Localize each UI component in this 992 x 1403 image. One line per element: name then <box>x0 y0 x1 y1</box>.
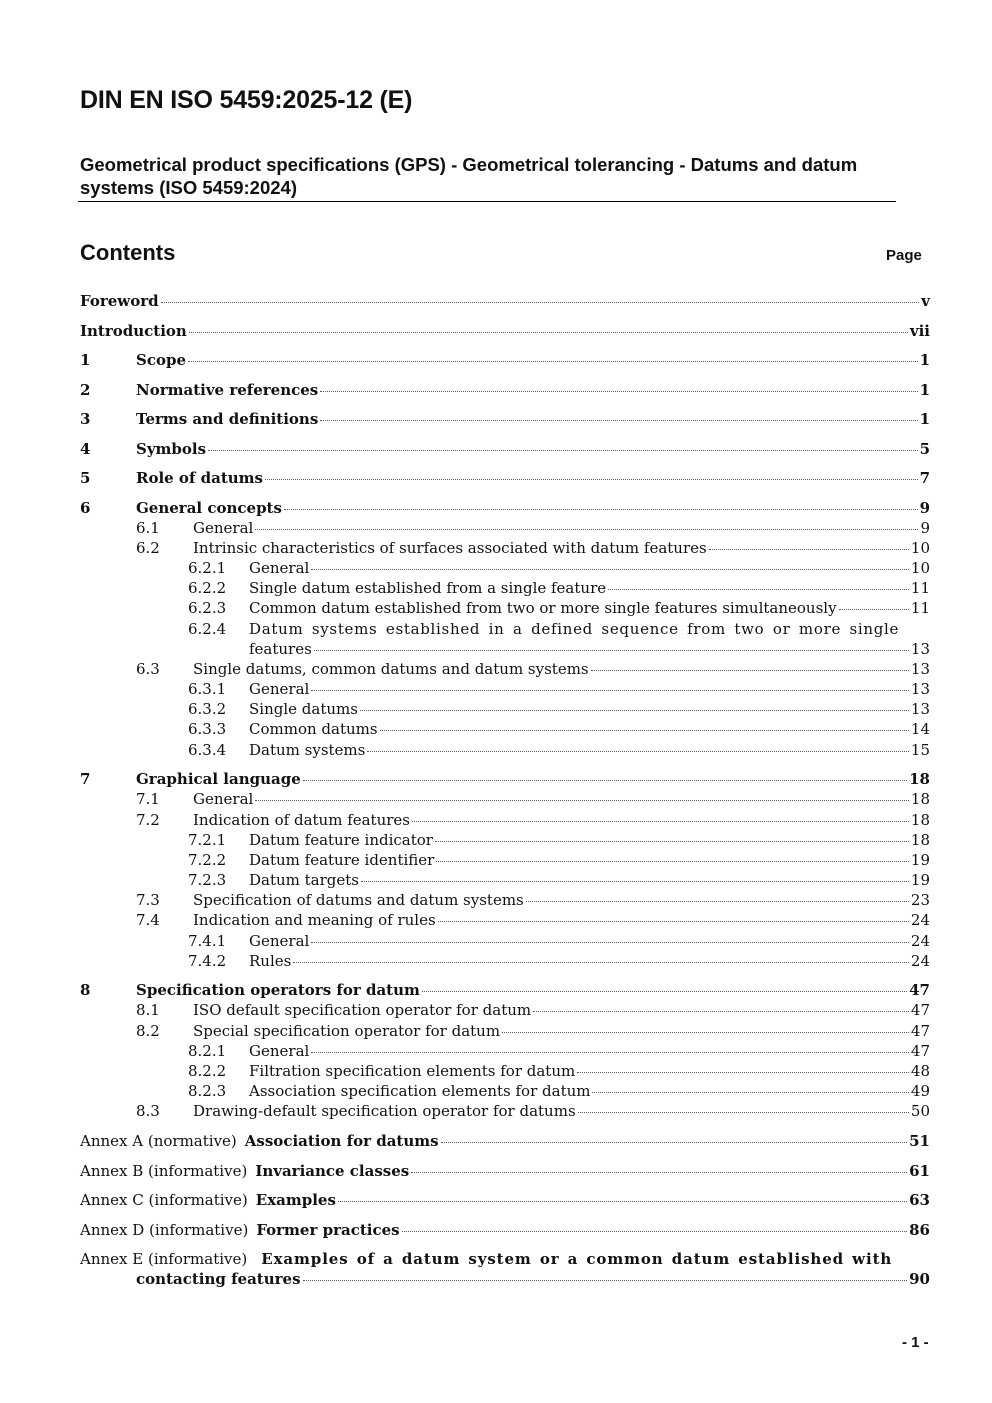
dot-leader <box>265 479 918 480</box>
toc-entry-label: Single datums, common datums and datum systems <box>193 660 589 678</box>
toc-entry-label: Specification operators for datum <box>136 981 420 999</box>
toc-entry-page: 1 <box>919 410 930 428</box>
dot-leader <box>577 1072 909 1073</box>
toc-entry-number: 6.3 <box>136 660 160 678</box>
toc-entry-page: vii <box>909 322 930 340</box>
toc-entry-page: 13 <box>910 700 930 718</box>
dot-leader <box>592 1092 908 1093</box>
toc-entry-label: Common datum established from two or more single features simultaneously <box>249 599 837 617</box>
toc-entry-number: 2 <box>80 381 91 399</box>
dot-leader <box>709 549 909 550</box>
dot-leader <box>411 1172 907 1173</box>
toc-subclause-entry[interactable] <box>80 700 930 720</box>
toc-clause-entry[interactable] <box>80 351 930 371</box>
toc-entry-label: Indication and meaning of rules <box>193 911 436 929</box>
dot-leader <box>435 841 909 842</box>
toc-entry-number: 5 <box>80 469 91 487</box>
toc-entry-number: 8.2.1 <box>188 1042 227 1060</box>
toc-subclause-entry[interactable] <box>80 871 930 891</box>
dot-leader <box>161 302 920 303</box>
toc-entry-page: 1 <box>919 351 930 369</box>
toc-subclause-entry[interactable] <box>80 1001 930 1021</box>
toc-entry-page: 24 <box>910 932 930 950</box>
toc-entry-label: Special specification operator for datum <box>193 1022 501 1040</box>
toc-entry-number: 4 <box>80 440 91 458</box>
toc-annex-entry[interactable] <box>80 1162 930 1182</box>
toc-entry-page: 23 <box>910 891 930 909</box>
toc-subclause-entry[interactable] <box>80 831 930 851</box>
dot-leader <box>526 901 909 902</box>
toc-entry-label: Role of datums <box>136 469 263 487</box>
toc-entry-label: Association for datums <box>244 1132 439 1150</box>
toc-entry-label: Indication of datum features <box>193 811 410 829</box>
toc-entry-label: Rules <box>249 952 292 970</box>
dot-leader <box>311 569 909 570</box>
toc-subclause-entry[interactable] <box>80 559 930 579</box>
dot-leader <box>314 650 909 651</box>
toc-entry-number: 8.2 <box>136 1022 160 1040</box>
toc-entry-label: General concepts <box>136 499 282 517</box>
toc-entry-label: Datum feature identifier <box>249 851 435 869</box>
toc-entry-label: Intrinsic characteristics of surfaces associated with datum features <box>193 539 707 557</box>
toc-entry-label: Datum feature indicator <box>249 831 433 849</box>
toc-subclause-entry[interactable] <box>80 932 930 952</box>
toc-subclause-entry[interactable] <box>80 851 930 871</box>
toc-entry-label-continued: features <box>249 640 312 658</box>
dot-leader <box>422 991 907 992</box>
toc-entry-number: 6.1 <box>136 519 160 537</box>
toc-entry-label: Association specification elements for datum <box>249 1082 591 1100</box>
toc-clause-entry[interactable] <box>80 499 930 519</box>
dot-leader <box>533 1011 909 1012</box>
toc-entry-page: 11 <box>910 579 930 597</box>
toc-entry-page: 47 <box>909 981 930 999</box>
toc-entry-label: Examples <box>255 1191 336 1209</box>
dot-leader <box>578 1112 909 1113</box>
title-rule <box>78 201 896 202</box>
toc-clause-entry[interactable] <box>80 981 930 1001</box>
toc-entry-page: 49 <box>910 1082 930 1100</box>
toc-entry-label: Single datum established from a single feature <box>249 579 607 597</box>
dot-leader <box>361 881 909 882</box>
toc-entry-label: Introduction <box>80 322 187 340</box>
toc-entry-page: 51 <box>909 1132 930 1150</box>
toc-subclause-entry[interactable] <box>80 579 930 599</box>
toc-subclause-entry[interactable] <box>80 680 930 700</box>
toc-entry-label: Drawing-default specification operator for datums <box>193 1102 576 1120</box>
toc-entry-page: 48 <box>910 1062 930 1080</box>
toc-clause-entry[interactable] <box>80 440 930 460</box>
toc-clause-entry[interactable] <box>80 292 930 312</box>
toc-entry-page: 47 <box>910 1042 930 1060</box>
toc-entry-page: 13 <box>910 680 930 698</box>
dot-leader <box>188 361 918 362</box>
dot-leader <box>441 1142 908 1143</box>
toc-entry-number: 7.2.3 <box>188 871 227 889</box>
toc-annex-entry[interactable] <box>80 1191 930 1211</box>
toc-entry-label: Datum targets <box>249 871 359 889</box>
toc-subclause-entry[interactable] <box>80 599 930 619</box>
toc-entry-number: 6.3.4 <box>188 741 227 759</box>
dot-leader <box>502 1032 909 1033</box>
dot-leader <box>189 332 908 333</box>
dot-leader <box>608 589 909 590</box>
toc-subclause-entry[interactable] <box>80 1062 930 1082</box>
toc-entry-number: 7.2.1 <box>188 831 227 849</box>
toc-entry-label: Symbols <box>136 440 207 458</box>
dot-leader <box>380 730 909 731</box>
dot-leader <box>320 391 917 392</box>
toc-entry-number: 6.2.3 <box>188 599 227 617</box>
toc-annex-prefix: Annex C (informative) <box>80 1191 248 1209</box>
toc-subclause-entry[interactable] <box>80 811 930 831</box>
toc-entry-page: 47 <box>910 1001 930 1019</box>
toc-clause-entry[interactable] <box>80 410 930 430</box>
document-title: DIN EN ISO 5459:2025-12 (E) <box>80 86 413 114</box>
toc-clause-entry[interactable] <box>80 469 930 489</box>
toc-entry-page: 19 <box>910 851 930 869</box>
dot-leader <box>293 962 909 963</box>
toc-entry-label: General <box>249 932 310 950</box>
toc-entry-page: 18 <box>909 770 930 788</box>
toc-entry-page: 90 <box>909 1270 930 1288</box>
toc-subclause-entry[interactable] <box>80 952 930 972</box>
toc-entry-page: 18 <box>910 790 930 808</box>
toc-entry-page: 15 <box>910 741 930 759</box>
dot-leader <box>255 800 909 801</box>
dot-leader <box>320 420 917 421</box>
toc-entry-page: 7 <box>919 469 930 487</box>
toc-entry-label: Single datums <box>249 700 358 718</box>
toc-clause-entry[interactable] <box>80 770 930 790</box>
toc-entry-page: 9 <box>920 519 930 537</box>
toc-clause-entry[interactable] <box>80 322 930 342</box>
toc-annex-prefix: Annex B (informative) <box>80 1162 248 1180</box>
document-subtitle: Geometrical product specifications (GPS) - Geometrical tolerancing - Datums and datum systems (ISO 5459:2024) <box>80 154 858 198</box>
toc-subclause-entry[interactable] <box>80 1042 930 1062</box>
dot-leader <box>284 509 918 510</box>
toc-entry-page: 13 <box>910 660 930 678</box>
toc-entry-label: Examples of a datum system or a common datum established with <box>261 1250 893 1268</box>
page-column-heading: Page <box>886 247 922 264</box>
toc-entry-page: 61 <box>909 1162 930 1180</box>
toc-entry-number: 6.3.3 <box>188 720 227 738</box>
contents-heading: Contents <box>80 240 176 265</box>
dot-leader <box>338 1201 907 1202</box>
toc-entry-number: 6.2.1 <box>188 559 227 577</box>
dot-leader <box>311 1052 909 1053</box>
dot-leader <box>255 529 918 530</box>
toc-entry-page: 50 <box>910 1102 930 1120</box>
dot-leader <box>367 751 909 752</box>
toc-subclause-entry[interactable] <box>80 1082 930 1102</box>
toc-entry-label: Foreword <box>80 292 159 310</box>
toc-entry-number: 8.2.3 <box>188 1082 227 1100</box>
toc-entry-label: Common datums <box>249 720 378 738</box>
dot-leader <box>311 690 909 691</box>
toc-entry-label: Scope <box>136 351 187 369</box>
toc-entry-page: 10 <box>910 539 930 557</box>
toc-entry-label: General <box>249 1042 310 1060</box>
toc-annex-prefix: Annex E (informative) <box>80 1250 248 1268</box>
toc-entry-page: 5 <box>919 440 930 458</box>
toc-entry-number: 7.2.2 <box>188 851 227 869</box>
dot-leader <box>839 609 909 610</box>
dot-leader <box>311 942 909 943</box>
toc-entry-number: 7.4.2 <box>188 952 227 970</box>
toc-entry-label: General <box>249 559 310 577</box>
toc-entry-page: 18 <box>910 811 930 829</box>
toc-entry-number: 1 <box>80 351 91 369</box>
toc-entry-page: 18 <box>910 831 930 849</box>
toc-entry-page: 13 <box>910 640 930 658</box>
dot-leader <box>303 1280 908 1281</box>
dot-leader <box>438 921 909 922</box>
toc-entry-label: Graphical language <box>136 770 301 788</box>
toc-subclause-entry[interactable] <box>80 1022 930 1042</box>
toc-clause-entry[interactable] <box>80 381 930 401</box>
toc-subclause-entry[interactable] <box>80 891 930 911</box>
toc-subclause-entry[interactable] <box>80 519 930 539</box>
dot-leader <box>591 670 909 671</box>
toc-entry-number: 6 <box>80 499 91 517</box>
toc-subclause-entry[interactable] <box>80 1102 930 1122</box>
toc-entry-label: ISO default specification operator for datum <box>193 1001 532 1019</box>
toc-entry-number: 8.3 <box>136 1102 160 1120</box>
toc-entry-number: 7.2 <box>136 811 160 829</box>
toc-entry-number: 3 <box>80 410 91 428</box>
dot-leader <box>402 1231 908 1232</box>
toc-entry-label: Filtration specification elements for datum <box>249 1062 576 1080</box>
toc-entry-page: 24 <box>910 952 930 970</box>
page-number: - 1 - <box>902 1334 929 1351</box>
toc-entry-label: Invariance classes <box>255 1162 410 1180</box>
toc-entry-page: 9 <box>919 499 930 517</box>
toc-entry-page: 10 <box>910 559 930 577</box>
toc-entry-page: 63 <box>909 1191 930 1209</box>
toc-annex-entry[interactable] <box>80 1132 930 1152</box>
toc-entry-page: 24 <box>910 911 930 929</box>
toc-subclause-entry[interactable] <box>80 911 930 931</box>
dot-leader <box>436 861 909 862</box>
toc-annex-entry[interactable] <box>80 1221 930 1241</box>
toc-annex-prefix: Annex D (informative) <box>80 1221 249 1239</box>
dot-leader <box>360 710 909 711</box>
toc-entry-number: 7.1 <box>136 790 160 808</box>
toc-entry-number: 7.4 <box>136 911 160 929</box>
toc-subclause-entry[interactable] <box>80 720 930 740</box>
toc-entry-label: Former practices <box>256 1221 400 1239</box>
toc-entry-number: 6.3.2 <box>188 700 227 718</box>
toc-entry-label: General <box>193 790 254 808</box>
toc-entry-label: Specification of datums and datum systems <box>193 891 524 909</box>
toc-entry-number: 6.2 <box>136 539 160 557</box>
toc-subclause-entry[interactable] <box>80 620 930 660</box>
toc-entry-page: 11 <box>910 599 930 617</box>
toc-subclause-entry[interactable] <box>80 790 930 810</box>
toc-subclause-entry[interactable] <box>80 539 930 559</box>
toc-entry-label: Datum systems established in a defined sequence from two or more single <box>249 620 900 638</box>
toc-entry-label: General <box>193 519 254 537</box>
toc-entry-number: 7.4.1 <box>188 932 227 950</box>
toc-entry-label-continued: contacting features <box>136 1270 301 1288</box>
toc-subclause-entry[interactable] <box>80 741 930 761</box>
toc-entry-number: 8.1 <box>136 1001 160 1019</box>
toc-entry-number: 7.3 <box>136 891 160 909</box>
toc-entry-label: Normative references <box>136 381 319 399</box>
toc-entry-number: 6.3.1 <box>188 680 227 698</box>
toc-entry-page: 19 <box>910 871 930 889</box>
toc-entry-page: 1 <box>919 381 930 399</box>
toc-entry-number: 8 <box>80 981 91 999</box>
toc-entry-label: Terms and definitions <box>136 410 319 428</box>
toc-entry-page: 14 <box>910 720 930 738</box>
toc-subclause-entry[interactable] <box>80 660 930 680</box>
toc-entry-label: Datum systems <box>249 741 366 759</box>
dot-leader <box>412 821 909 822</box>
toc-entry-label: General <box>249 680 310 698</box>
toc-entry-number: 7 <box>80 770 91 788</box>
dot-leader <box>303 780 907 781</box>
dot-leader <box>208 450 918 451</box>
toc-annex-prefix: Annex A (normative) <box>80 1132 237 1150</box>
toc-annex-entry[interactable] <box>80 1250 930 1290</box>
toc-entry-page: 47 <box>910 1022 930 1040</box>
toc-entry-page: 86 <box>909 1221 930 1239</box>
toc-entry-page: v <box>921 292 930 310</box>
toc-entry-number: 6.2.2 <box>188 579 227 597</box>
toc-entry-number: 6.2.4 <box>188 620 227 638</box>
toc-entry-number: 8.2.2 <box>188 1062 227 1080</box>
